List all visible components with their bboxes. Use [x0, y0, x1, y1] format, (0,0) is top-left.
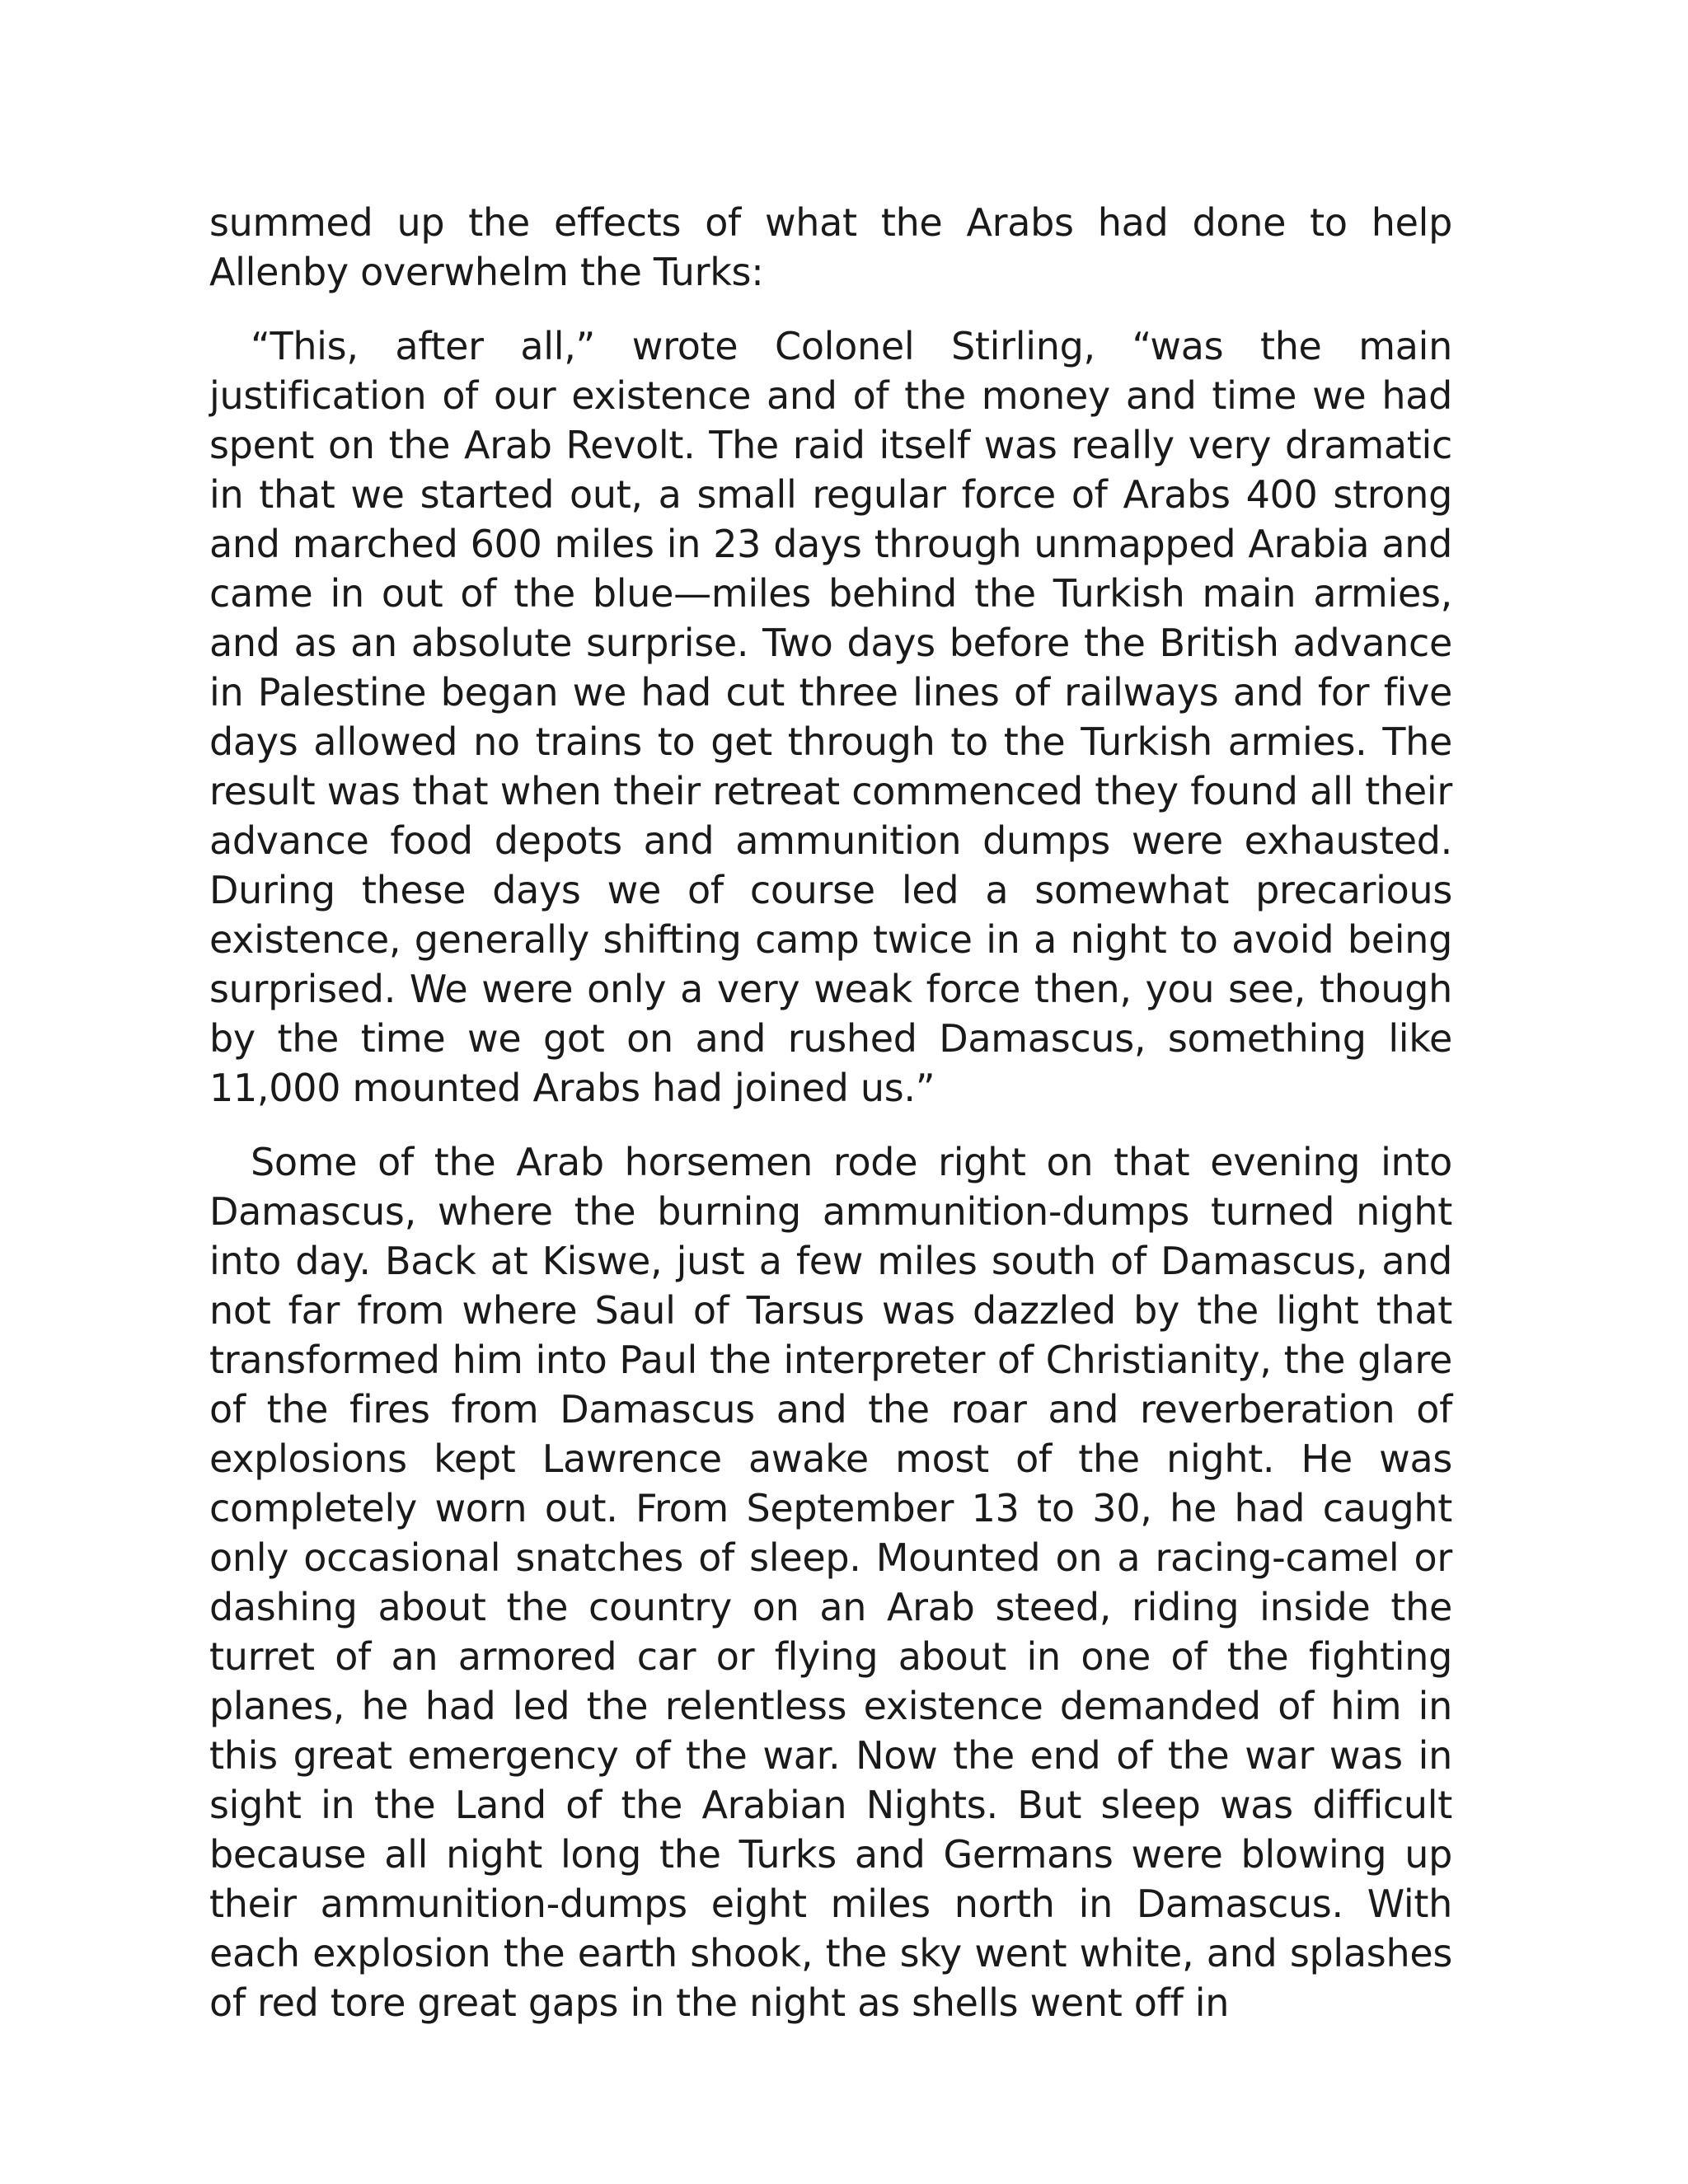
- paragraph-damascus: Some of the Arab horsemen rode right on that evening into Damascus, where the burning ammunition-dumps turned night into day. Back at Kiswe, just a few miles south of Damascus, and not far from where Saul of Tarsus was dazzled by the light that transformed him into Paul the interpreter of Christianity, the glare of the fires from Damascus and the roar and reverberation of explosions kept Lawrence awake most of the night. He was completely worn out. From September 13 to 30, he had caught only occasional snatches of sleep. Mounted on a racing-camel or dashing about the country on an Arab steed, riding inside the turret of an armored car or flying about in one of the fighting planes, he had led the relentless existence demanded of him in this great emergency of the war. Now the end of the war was in sight in the Land of the Arabian Nights. But sleep was difficult because all night long the Turks and Germans were blowing up their ammunition-dumps eight miles north in Damascus. With each explosion the earth shook, the sky went white, and splashes of red tore great gaps in the night as shells went off in: [209, 1140, 1452, 2025]
- paragraph-continuation: summed up the effects of what the Arabs had done to help Allenby overwhelm the Turks:: [209, 200, 1452, 294]
- body-text: [209, 198, 1452, 2027]
- paragraph-stirling-quote: “This, after all,” wrote Colonel Stirling, “was the main justification of our existence and of the money and time we had spent on the Arab Revolt. The raid itself was really very dramatic in that we started out, a small regular force of Arabs 400 strong and marched 600 miles in 23 days through unmapped Arabia and came in out of the blue—miles behind the Turkish main armies, and as an absolute surprise. Two days before the British advance in Palestine began we had cut three lines of railways and for five days allowed no trains to get through to the Turkish armies. The result was that when their retreat commenced they found all their advance food depots and ammunition dumps were exhausted. During these days we of course led a somewhat precarious existence, generally shifting camp twice in a night to avoid being surprised. We were only a very weak force then, you see, though by the time we got on and rushed Damascus, something like 11,000 mounted Arabs had joined us.”: [209, 324, 1452, 1110]
